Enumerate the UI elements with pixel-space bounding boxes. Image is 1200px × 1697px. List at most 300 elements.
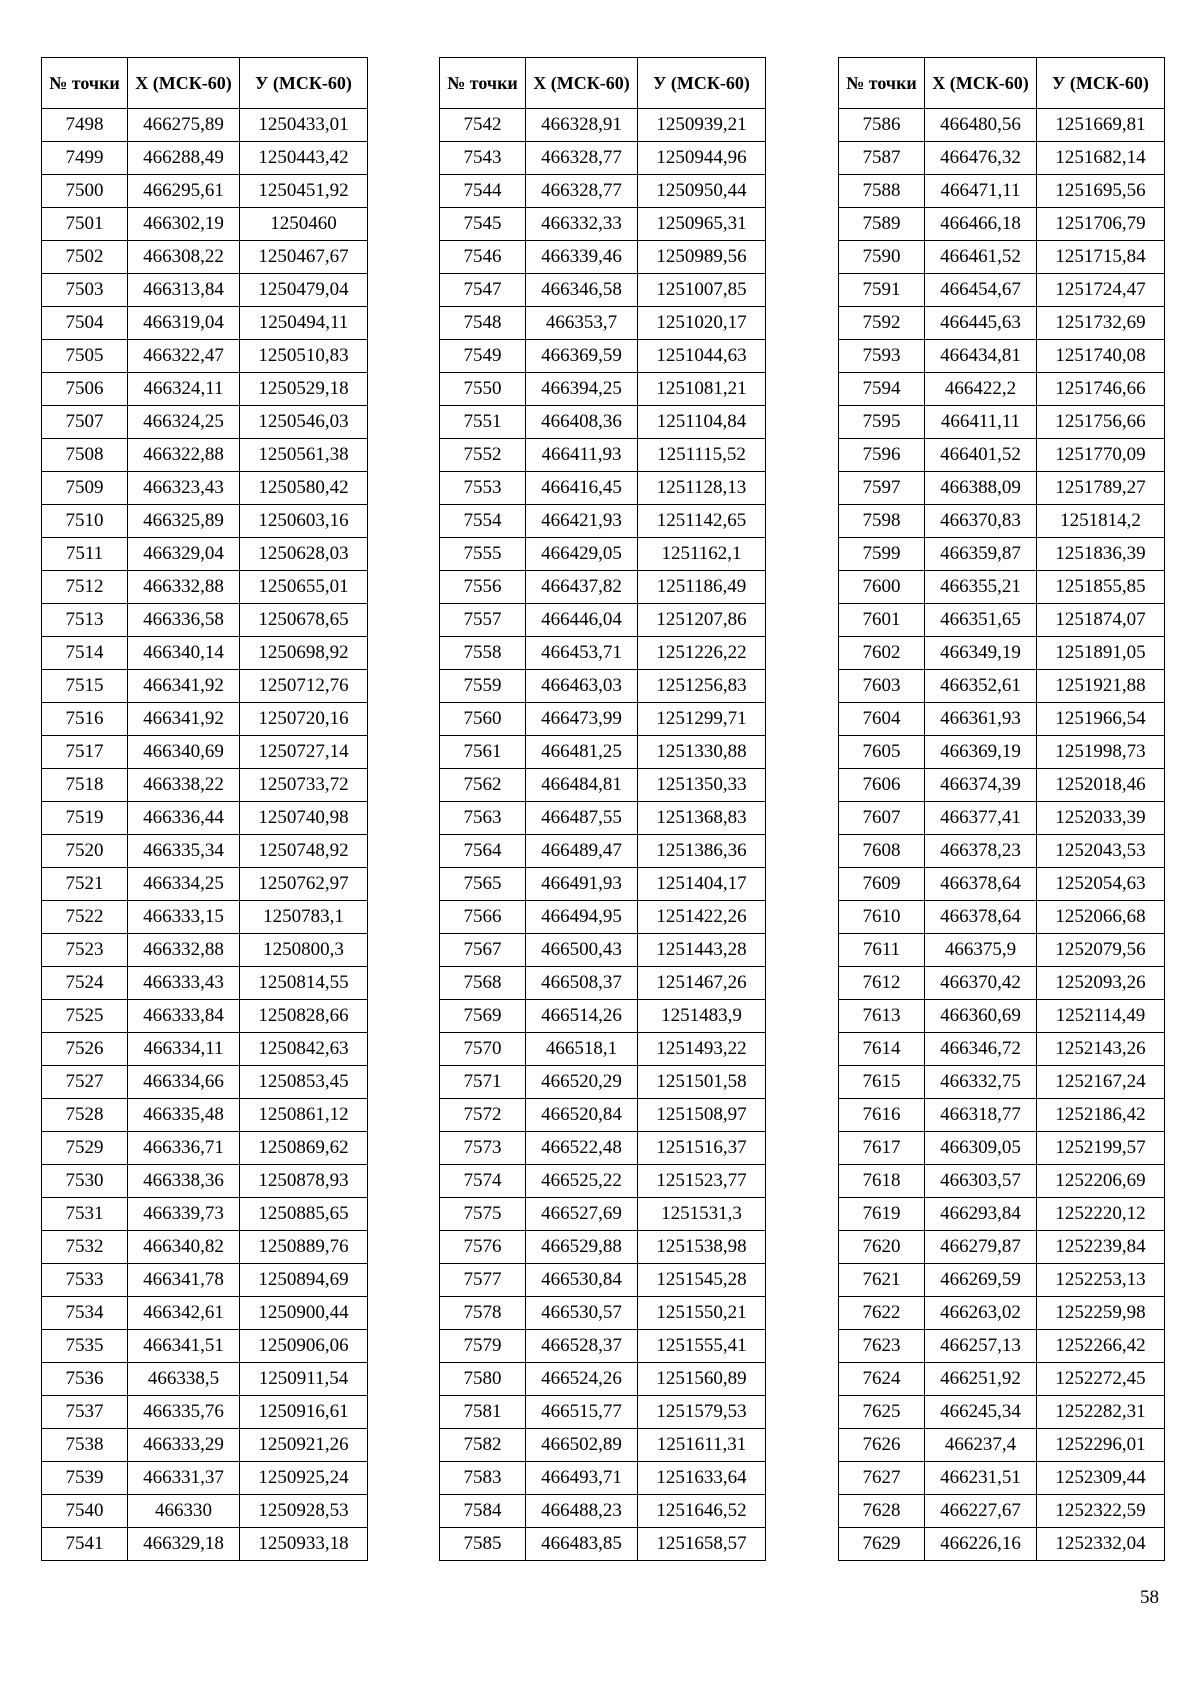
x-coordinate-cell: 466453,71 [526, 637, 638, 670]
y-coordinate-cell: 1251706,79 [1037, 208, 1165, 241]
x-coordinate-cell: 466437,82 [526, 571, 638, 604]
y-coordinate-cell: 1250939,21 [638, 109, 766, 142]
x-coordinate-cell: 466484,81 [526, 769, 638, 802]
point-number-cell: 7627 [839, 1462, 925, 1495]
x-coordinate-cell: 466309,05 [925, 1132, 1037, 1165]
x-coordinate-cell: 466494,95 [526, 901, 638, 934]
table-row [440, 1231, 766, 1264]
table-row [839, 241, 1165, 274]
y-coordinate-cell: 1250928,53 [240, 1495, 368, 1528]
point-number-cell: 7619 [839, 1198, 925, 1231]
y-coordinate-cell: 1252093,26 [1037, 967, 1165, 1000]
point-number-cell: 7581 [440, 1396, 526, 1429]
y-coordinate-cell: 1251162,1 [638, 538, 766, 571]
table-row [839, 802, 1165, 835]
table-row [839, 868, 1165, 901]
y-coordinate-cell: 1252018,46 [1037, 769, 1165, 802]
table-row [440, 967, 766, 1000]
x-coordinate-cell: 466476,32 [925, 142, 1037, 175]
y-coordinate-cell: 1251128,13 [638, 472, 766, 505]
x-coordinate-cell: 466488,23 [526, 1495, 638, 1528]
y-coordinate-cell: 1252272,45 [1037, 1363, 1165, 1396]
point-number-cell: 7544 [440, 175, 526, 208]
y-coordinate-cell: 1250783,1 [240, 901, 368, 934]
table-row [42, 1495, 368, 1528]
y-coordinate-cell: 1251493,22 [638, 1033, 766, 1066]
x-coordinate-cell: 466374,39 [925, 769, 1037, 802]
table-row [42, 835, 368, 868]
y-coordinate-cell: 1251501,58 [638, 1066, 766, 1099]
y-coordinate-cell: 1250433,01 [240, 109, 368, 142]
x-coordinate-cell: 466359,87 [925, 538, 1037, 571]
point-number-cell: 7594 [839, 373, 925, 406]
x-coordinate-cell: 466251,92 [925, 1363, 1037, 1396]
table-row [42, 703, 368, 736]
y-coordinate-cell: 1252079,56 [1037, 934, 1165, 967]
y-coordinate-cell: 1251044,63 [638, 340, 766, 373]
point-number-cell: 7593 [839, 340, 925, 373]
table-row [839, 835, 1165, 868]
x-coordinate-cell: 466524,26 [526, 1363, 638, 1396]
point-number-cell: 7598 [839, 505, 925, 538]
x-coordinate-cell: 466342,61 [128, 1297, 240, 1330]
x-coordinate-cell: 466463,03 [526, 670, 638, 703]
x-coordinate-cell: 466408,36 [526, 406, 638, 439]
table-row [839, 934, 1165, 967]
point-number-cell: 7549 [440, 340, 526, 373]
point-number-cell: 7506 [42, 373, 128, 406]
point-number-cell: 7577 [440, 1264, 526, 1297]
x-coordinate-cell: 466340,69 [128, 736, 240, 769]
point-number-cell: 7607 [839, 802, 925, 835]
y-coordinate-cell: 1251299,71 [638, 703, 766, 736]
table-row [42, 1462, 368, 1495]
y-coordinate-cell: 1252054,63 [1037, 868, 1165, 901]
table-row [42, 1429, 368, 1462]
point-number-cell: 7501 [42, 208, 128, 241]
point-number-cell: 7511 [42, 538, 128, 571]
point-number-cell: 7539 [42, 1462, 128, 1495]
x-coordinate-cell: 466353,7 [526, 307, 638, 340]
table-row [42, 340, 368, 373]
y-coordinate-cell: 1250965,31 [638, 208, 766, 241]
y-coordinate-cell: 1251682,14 [1037, 142, 1165, 175]
x-coordinate-cell: 466369,59 [526, 340, 638, 373]
table-row [440, 571, 766, 604]
y-coordinate-cell: 1251695,56 [1037, 175, 1165, 208]
y-coordinate-cell: 1252167,24 [1037, 1066, 1165, 1099]
y-coordinate-cell: 1251386,36 [638, 835, 766, 868]
table-row [42, 241, 368, 274]
table-row [42, 670, 368, 703]
y-coordinate-cell: 1251186,49 [638, 571, 766, 604]
table-row [839, 1066, 1165, 1099]
point-number-cell: 7550 [440, 373, 526, 406]
y-coordinate-cell: 1251756,66 [1037, 406, 1165, 439]
x-coordinate-cell: 466332,33 [526, 208, 638, 241]
y-coordinate-cell: 1250740,98 [240, 802, 368, 835]
y-coordinate-cell: 1251330,88 [638, 736, 766, 769]
table-row [839, 1396, 1165, 1429]
header-x-coordinate: Х (МСК-60) [526, 58, 638, 109]
table-row [42, 736, 368, 769]
point-number-cell: 7553 [440, 472, 526, 505]
table-row [839, 769, 1165, 802]
table-row [440, 505, 766, 538]
point-number-cell: 7534 [42, 1297, 128, 1330]
x-coordinate-cell: 466378,64 [925, 868, 1037, 901]
point-number-cell: 7545 [440, 208, 526, 241]
x-coordinate-cell: 466308,22 [128, 241, 240, 274]
x-coordinate-cell: 466237,4 [925, 1429, 1037, 1462]
y-coordinate-cell: 1250900,44 [240, 1297, 368, 1330]
table-row [839, 472, 1165, 505]
y-coordinate-cell: 1252266,42 [1037, 1330, 1165, 1363]
table-row [42, 1000, 368, 1033]
x-coordinate-cell: 466303,57 [925, 1165, 1037, 1198]
x-coordinate-cell: 466346,72 [925, 1033, 1037, 1066]
table-row [839, 439, 1165, 472]
x-coordinate-cell: 466336,58 [128, 604, 240, 637]
y-coordinate-cell: 1250720,16 [240, 703, 368, 736]
table-row [42, 1066, 368, 1099]
point-number-cell: 7558 [440, 637, 526, 670]
table-row [839, 1132, 1165, 1165]
table-row [440, 1297, 766, 1330]
y-coordinate-cell: 1251516,37 [638, 1132, 766, 1165]
x-coordinate-cell: 466330 [128, 1495, 240, 1528]
y-coordinate-cell: 1252239,84 [1037, 1231, 1165, 1264]
point-number-cell: 7601 [839, 604, 925, 637]
x-coordinate-cell: 466293,84 [925, 1198, 1037, 1231]
point-number-cell: 7599 [839, 538, 925, 571]
y-coordinate-cell: 1250828,66 [240, 1000, 368, 1033]
point-number-cell: 7533 [42, 1264, 128, 1297]
table-row [440, 373, 766, 406]
point-number-cell: 7557 [440, 604, 526, 637]
table-row [440, 1495, 766, 1528]
x-coordinate-cell: 466471,11 [925, 175, 1037, 208]
table-row [440, 175, 766, 208]
point-number-cell: 7589 [839, 208, 925, 241]
table-row [42, 1132, 368, 1165]
table-row [839, 1495, 1165, 1528]
y-coordinate-cell: 1250869,62 [240, 1132, 368, 1165]
point-number-cell: 7614 [839, 1033, 925, 1066]
point-number-cell: 7556 [440, 571, 526, 604]
x-coordinate-cell: 466227,67 [925, 1495, 1037, 1528]
table-row [440, 637, 766, 670]
y-coordinate-cell: 1250655,01 [240, 571, 368, 604]
point-number-cell: 7615 [839, 1066, 925, 1099]
point-number-cell: 7512 [42, 571, 128, 604]
point-number-cell: 7586 [839, 109, 925, 142]
x-coordinate-cell: 466341,92 [128, 703, 240, 736]
y-coordinate-cell: 1252186,42 [1037, 1099, 1165, 1132]
x-coordinate-cell: 466522,48 [526, 1132, 638, 1165]
x-coordinate-cell: 466502,89 [526, 1429, 638, 1462]
y-coordinate-cell: 1252066,68 [1037, 901, 1165, 934]
point-number-cell: 7580 [440, 1363, 526, 1396]
y-coordinate-cell: 1250628,03 [240, 538, 368, 571]
x-coordinate-cell: 466322,47 [128, 340, 240, 373]
y-coordinate-cell: 1251422,26 [638, 901, 766, 934]
x-coordinate-cell: 466335,76 [128, 1396, 240, 1429]
table-row [839, 1330, 1165, 1363]
y-coordinate-cell: 1250878,93 [240, 1165, 368, 1198]
table-row [440, 406, 766, 439]
x-coordinate-cell: 466336,44 [128, 802, 240, 835]
x-coordinate-cell: 466340,14 [128, 637, 240, 670]
table-row [839, 1099, 1165, 1132]
x-coordinate-cell: 466370,83 [925, 505, 1037, 538]
point-number-cell: 7574 [440, 1165, 526, 1198]
point-number-cell: 7528 [42, 1099, 128, 1132]
point-number-cell: 7516 [42, 703, 128, 736]
table-row [42, 307, 368, 340]
table-row [42, 373, 368, 406]
x-coordinate-cell: 466401,52 [925, 439, 1037, 472]
x-coordinate-cell: 466329,18 [128, 1528, 240, 1561]
x-coordinate-cell: 466473,99 [526, 703, 638, 736]
table-header-row [440, 58, 766, 109]
x-coordinate-cell: 466313,84 [128, 274, 240, 307]
y-coordinate-cell: 1250989,56 [638, 241, 766, 274]
table-row [42, 439, 368, 472]
x-coordinate-cell: 466421,93 [526, 505, 638, 538]
y-coordinate-cell: 1250861,12 [240, 1099, 368, 1132]
point-number-cell: 7552 [440, 439, 526, 472]
y-coordinate-cell: 1250762,97 [240, 868, 368, 901]
table-row [42, 934, 368, 967]
table-row [440, 670, 766, 703]
y-coordinate-cell: 1252220,12 [1037, 1198, 1165, 1231]
table-row [42, 1297, 368, 1330]
y-coordinate-cell: 1251483,9 [638, 1000, 766, 1033]
x-coordinate-cell: 466338,5 [128, 1363, 240, 1396]
y-coordinate-cell: 1251921,88 [1037, 670, 1165, 703]
point-number-cell: 7522 [42, 901, 128, 934]
point-number-cell: 7617 [839, 1132, 925, 1165]
y-coordinate-cell: 1251746,66 [1037, 373, 1165, 406]
x-coordinate-cell: 466454,67 [925, 274, 1037, 307]
x-coordinate-cell: 466352,61 [925, 670, 1037, 703]
table-row [42, 967, 368, 1000]
x-coordinate-cell: 466422,2 [925, 373, 1037, 406]
x-coordinate-cell: 466411,11 [925, 406, 1037, 439]
point-number-cell: 7554 [440, 505, 526, 538]
point-number-cell: 7600 [839, 571, 925, 604]
y-coordinate-cell: 1251560,89 [638, 1363, 766, 1396]
y-coordinate-cell: 1250546,03 [240, 406, 368, 439]
x-coordinate-cell: 466514,26 [526, 1000, 638, 1033]
header-point-number: № точки [42, 58, 128, 109]
x-coordinate-cell: 466388,09 [925, 472, 1037, 505]
table-row [440, 1198, 766, 1231]
table-row [440, 538, 766, 571]
table-row [42, 472, 368, 505]
x-coordinate-cell: 466520,29 [526, 1066, 638, 1099]
y-coordinate-cell: 1250921,26 [240, 1429, 368, 1462]
y-coordinate-cell: 1250460 [240, 208, 368, 241]
table-row [839, 1363, 1165, 1396]
x-coordinate-cell: 466325,89 [128, 505, 240, 538]
table-row [42, 901, 368, 934]
y-coordinate-cell: 1250889,76 [240, 1231, 368, 1264]
x-coordinate-cell: 466508,37 [526, 967, 638, 1000]
y-coordinate-cell: 1251836,39 [1037, 538, 1165, 571]
point-number-cell: 7610 [839, 901, 925, 934]
point-number-cell: 7504 [42, 307, 128, 340]
y-coordinate-cell: 1252033,39 [1037, 802, 1165, 835]
x-coordinate-cell: 466378,64 [925, 901, 1037, 934]
point-number-cell: 7583 [440, 1462, 526, 1495]
y-coordinate-cell: 1252282,31 [1037, 1396, 1165, 1429]
point-number-cell: 7620 [839, 1231, 925, 1264]
y-coordinate-cell: 1251998,73 [1037, 736, 1165, 769]
table-row [42, 1363, 368, 1396]
x-coordinate-cell: 466226,16 [925, 1528, 1037, 1561]
table-row [839, 175, 1165, 208]
table-row [42, 142, 368, 175]
y-coordinate-cell: 1250911,54 [240, 1363, 368, 1396]
point-number-cell: 7564 [440, 835, 526, 868]
point-number-cell: 7595 [839, 406, 925, 439]
table-row [440, 241, 766, 274]
x-coordinate-cell: 466527,69 [526, 1198, 638, 1231]
point-number-cell: 7612 [839, 967, 925, 1000]
point-number-cell: 7500 [42, 175, 128, 208]
y-coordinate-cell: 1251404,17 [638, 868, 766, 901]
x-coordinate-cell: 466328,77 [526, 142, 638, 175]
table-row [440, 703, 766, 736]
y-coordinate-cell: 1251874,07 [1037, 604, 1165, 637]
coordinates-table-2 [439, 57, 766, 1561]
y-coordinate-cell: 1250842,63 [240, 1033, 368, 1066]
x-coordinate-cell: 466529,88 [526, 1231, 638, 1264]
table-row [440, 1396, 766, 1429]
table-row [42, 769, 368, 802]
table-row [839, 1231, 1165, 1264]
x-coordinate-cell: 466257,13 [925, 1330, 1037, 1363]
x-coordinate-cell: 466360,69 [925, 1000, 1037, 1033]
table-row [42, 505, 368, 538]
y-coordinate-cell: 1251724,47 [1037, 274, 1165, 307]
x-coordinate-cell: 466520,84 [526, 1099, 638, 1132]
point-number-cell: 7535 [42, 1330, 128, 1363]
page-number: 58 [1140, 1587, 1159, 1608]
x-coordinate-cell: 466466,18 [925, 208, 1037, 241]
point-number-cell: 7572 [440, 1099, 526, 1132]
x-coordinate-cell: 466515,77 [526, 1396, 638, 1429]
point-number-cell: 7525 [42, 1000, 128, 1033]
point-number-cell: 7559 [440, 670, 526, 703]
point-number-cell: 7578 [440, 1297, 526, 1330]
point-number-cell: 7568 [440, 967, 526, 1000]
y-coordinate-cell: 1251855,85 [1037, 571, 1165, 604]
y-coordinate-cell: 1251658,57 [638, 1528, 766, 1561]
x-coordinate-cell: 466333,15 [128, 901, 240, 934]
point-number-cell: 7536 [42, 1363, 128, 1396]
x-coordinate-cell: 466361,93 [925, 703, 1037, 736]
x-coordinate-cell: 466336,71 [128, 1132, 240, 1165]
x-coordinate-cell: 466339,73 [128, 1198, 240, 1231]
y-coordinate-cell: 1251523,77 [638, 1165, 766, 1198]
x-coordinate-cell: 466429,05 [526, 538, 638, 571]
y-coordinate-cell: 1250853,45 [240, 1066, 368, 1099]
table-row [440, 307, 766, 340]
x-coordinate-cell: 466341,92 [128, 670, 240, 703]
point-number-cell: 7626 [839, 1429, 925, 1462]
point-number-cell: 7566 [440, 901, 526, 934]
y-coordinate-cell: 1250748,92 [240, 835, 368, 868]
x-coordinate-cell: 466333,84 [128, 1000, 240, 1033]
x-coordinate-cell: 466491,93 [526, 868, 638, 901]
y-coordinate-cell: 1250698,92 [240, 637, 368, 670]
x-coordinate-cell: 466487,55 [526, 802, 638, 835]
point-number-cell: 7542 [440, 109, 526, 142]
x-coordinate-cell: 466288,49 [128, 142, 240, 175]
table-row [42, 1330, 368, 1363]
point-number-cell: 7499 [42, 142, 128, 175]
point-number-cell: 7514 [42, 637, 128, 670]
x-coordinate-cell: 466339,46 [526, 241, 638, 274]
table-row [42, 1165, 368, 1198]
point-number-cell: 7613 [839, 1000, 925, 1033]
y-coordinate-cell: 1250944,96 [638, 142, 766, 175]
table-row [839, 571, 1165, 604]
table-row [839, 1198, 1165, 1231]
table-row [440, 1462, 766, 1495]
y-coordinate-cell: 1251020,17 [638, 307, 766, 340]
x-coordinate-cell: 466349,19 [925, 637, 1037, 670]
point-number-cell: 7547 [440, 274, 526, 307]
y-coordinate-cell: 1250733,72 [240, 769, 368, 802]
x-coordinate-cell: 466263,02 [925, 1297, 1037, 1330]
x-coordinate-cell: 466334,11 [128, 1033, 240, 1066]
y-coordinate-cell: 1250580,42 [240, 472, 368, 505]
point-number-cell: 7540 [42, 1495, 128, 1528]
table-row [839, 1033, 1165, 1066]
point-number-cell: 7529 [42, 1132, 128, 1165]
point-number-cell: 7576 [440, 1231, 526, 1264]
y-coordinate-cell: 1251789,27 [1037, 472, 1165, 505]
point-number-cell: 7519 [42, 802, 128, 835]
x-coordinate-cell: 466340,82 [128, 1231, 240, 1264]
point-number-cell: 7585 [440, 1528, 526, 1561]
point-number-cell: 7508 [42, 439, 128, 472]
point-number-cell: 7505 [42, 340, 128, 373]
header-point-number: № точки [839, 58, 925, 109]
table-row [440, 1000, 766, 1033]
x-coordinate-cell: 466334,66 [128, 1066, 240, 1099]
x-coordinate-cell: 466328,77 [526, 175, 638, 208]
table-row [440, 901, 766, 934]
x-coordinate-cell: 466378,23 [925, 835, 1037, 868]
x-coordinate-cell: 466333,43 [128, 967, 240, 1000]
y-coordinate-cell: 1250916,61 [240, 1396, 368, 1429]
x-coordinate-cell: 466302,19 [128, 208, 240, 241]
table-row [440, 439, 766, 472]
table-row [839, 604, 1165, 637]
point-number-cell: 7573 [440, 1132, 526, 1165]
table-row [440, 1165, 766, 1198]
table-row [42, 538, 368, 571]
x-coordinate-cell: 466323,43 [128, 472, 240, 505]
point-number-cell: 7548 [440, 307, 526, 340]
point-number-cell: 7604 [839, 703, 925, 736]
y-coordinate-cell: 1251770,09 [1037, 439, 1165, 472]
